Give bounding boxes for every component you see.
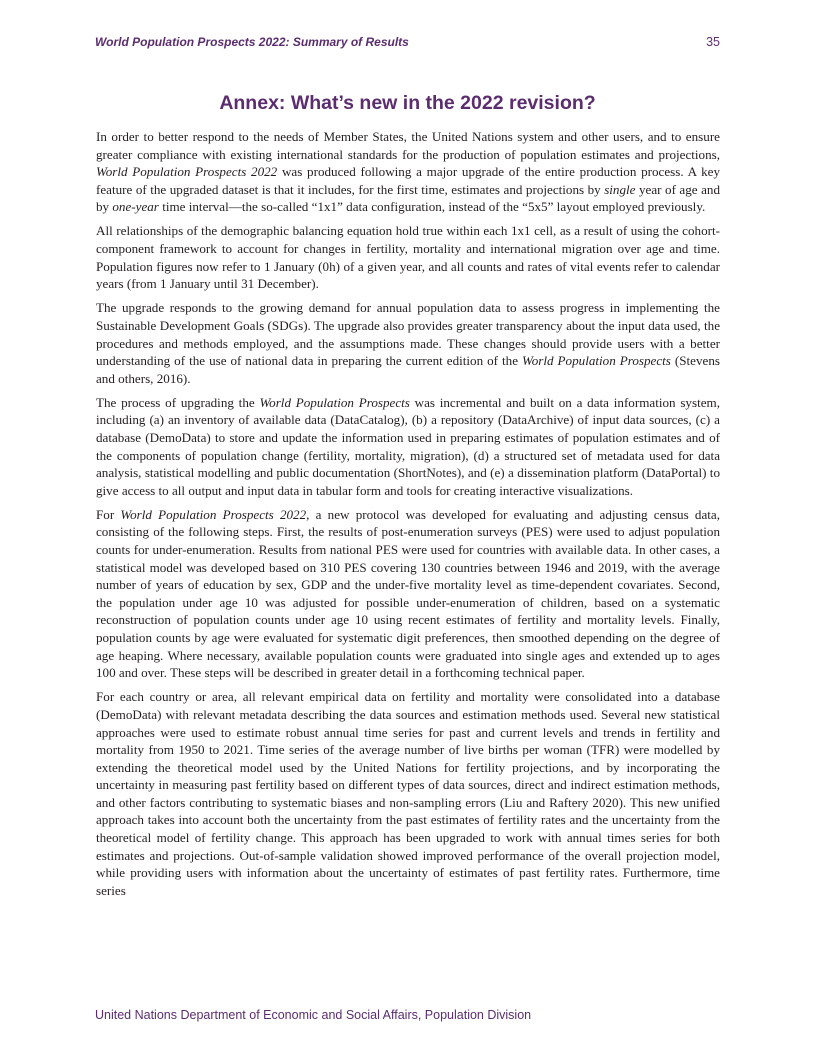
footer: United Nations Department of Economic and Social Affairs, Population Division [95, 1008, 532, 1022]
paragraph-1: In order to better respond to the needs of Member States, the United Nations system and other users, and to ensure greater compliance with existing international standards for the production of population estimates and projections, World Population Prospects 2022 was produced following a major upgrade of the entire production process. A key feature of the upgraded dataset is that it includes, for the first time, estimates and projections by single year of age and by one-year time interval—the so-called “1x1” data configuration, instead of the “5x5” layout employed previously. [96, 129, 721, 215]
annex-title: Annex: What’s new in the 2022 revision? [219, 92, 596, 114]
running-header [95, 35, 720, 49]
body-text [96, 128, 720, 906]
paragraph-6: For each country or area, all relevant empirical data on fertility and mortality were consolidated into a database (DemoData) with relevant metadata describing the data sources and estimation methods used. Several new statistical approaches were used to estimate robust annual time series for past and current levels and trends in fertility and mortality from 1950 to 2021. Time series of the average number of live births per woman (TFR) were modelled by extending the theoretical model used by the United Nations for fertility projections, and by incorporating the uncertainty in measuring past fertility based on different types of data sources, direct and indirect estimation methods, and other factors contributing to systematic biases and non-sampling errors (Liu and Raftery 2020). This new unified approach takes into account both the uncertainty from the past estimates of fertility rates and the uncertainty from the theoretical model of fertility change. This approach has been upgraded to work with annual times series for both estimates and projections. Out-of-sample validation showed improved performance of the overall projection model, while providing users with information about the uncertainty of estimates of past fertility rates. Furthermore, time series [96, 689, 720, 898]
paragraph-5: For World Population Prospects 2022, a new protocol was developed for evaluating and adjusting census data, consisting of the following steps. First, the results of post-enumeration surveys (PES) were used to adjust population counts for under-enumeration. Results from national PES were used for countries with available data. In other cases, a statistical model was developed based on 310 PES covering 130 countries between 1946 and 2019, with the average number of years of education by sex, GDP and the under-five mortality level as time-dependent covariates. Second, the population under age 10 was adjusted for possible under-enumeration of children, based on a systematic reconstruction of population counts under age 10 using recent estimates of fertility and mortality levels. Finally, population counts by age were evaluated for systematic digit preferences, then smoothed depending on the degree of age heaping. Where necessary, available population counts were graduated into single ages and extended up to ages 100 and over. These steps will be described in greater detail in a forthcoming technical paper. [96, 506, 721, 681]
header-title: World Population Prospects 2022: Summary of Results [95, 35, 409, 49]
paragraph-2: All relationships of the demographic balancing equation hold true within each 1x1 cell, as a result of using the cohort-component framework to account for changes in fertility, mortality and international migration over age and time. Population figures now refer to 1 January (0h) of a given year, and all counts and rates of vital events refer to calendar years (from 1 January until 31 December). [96, 223, 720, 292]
paragraph-4: The process of upgrading the World Population Prospects was incremental and built on a data information system, including (a) an inventory of available data (DataCatalog), (b) a repository (DataArchive) of input data sources, (c) a database (DemoData) to store and update the information used in preparing estimates of population estimates and of the components of population change (fertility, mortality, migration), (d) a structured set of metadata used for data analysis, statistical modelling and public documentation (ShortNotes), and (e) a dissemination platform (DataPortal) to give access to all output and input data in tabular form and tools for creating interactive visualizations. [96, 394, 720, 498]
page-number: 35 [706, 35, 720, 49]
paragraph-3: The upgrade responds to the growing demand for annual population data to assess progress in implementing the Sustainable Development Goals (SDGs). The upgrade also provides greater transparency about the input data used, the procedures and methods employed, and the assumptions made. These changes should provide users with a better understanding of the use of national data in preparing the current edition of the World Population Prospects (Stevens and others, 2016). [96, 300, 720, 386]
